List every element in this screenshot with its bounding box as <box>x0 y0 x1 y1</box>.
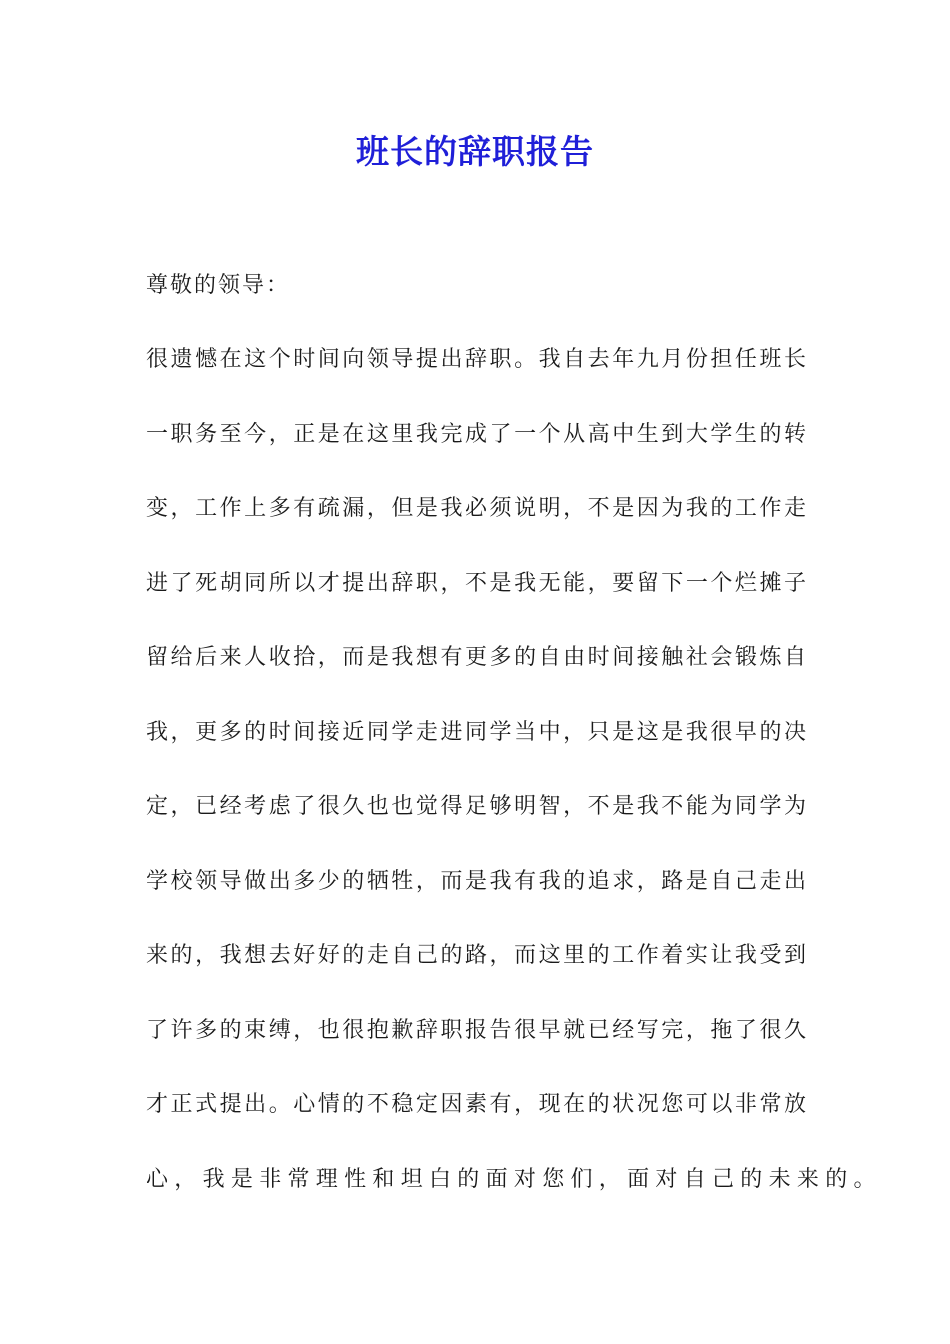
body-line: 心，我是非常理性和坦白的面对您们，面对自己的未来的。 <box>146 1167 882 1192</box>
body-line: 学校领导做出多少的牺牲，而是我有我的追求，路是自己走出 <box>146 869 806 894</box>
body-line: 来的，我想去好好的走自己的路，而这里的工作着实让我受到 <box>146 943 806 968</box>
body-line: 了许多的束缚，也很抱歉辞职报告很早就已经写完，拖了很久 <box>146 1018 806 1043</box>
body-line: 进了死胡同所以才提出辞职，不是我无能，要留下一个烂摊子 <box>146 571 806 596</box>
body-line: 我，更多的时间接近同学走进同学当中，只是这是我很早的决 <box>146 720 806 745</box>
body-line: 很遗憾在这个时间向领导提出辞职。我自去年九月份担任班长 <box>146 347 806 372</box>
body-line: 定，已经考虑了很久也也觉得足够明智，不是我不能为同学为 <box>146 794 806 819</box>
body-line: 才正式提出。心情的不稳定因素有，现在的状况您可以非常放 <box>146 1092 806 1117</box>
body-line: 变，工作上多有疏漏，但是我必须说明，不是因为我的工作走 <box>146 496 806 521</box>
salutation: 尊敬的领导： <box>146 273 291 298</box>
body-line: 一职务至今，正是在这里我完成了一个从高中生到大学生的转 <box>146 422 806 447</box>
body-line: 留给后来人收拾，而是我想有更多的自由时间接触社会锻炼自 <box>146 645 806 670</box>
document-title: 班长的辞职报告 <box>356 132 594 171</box>
